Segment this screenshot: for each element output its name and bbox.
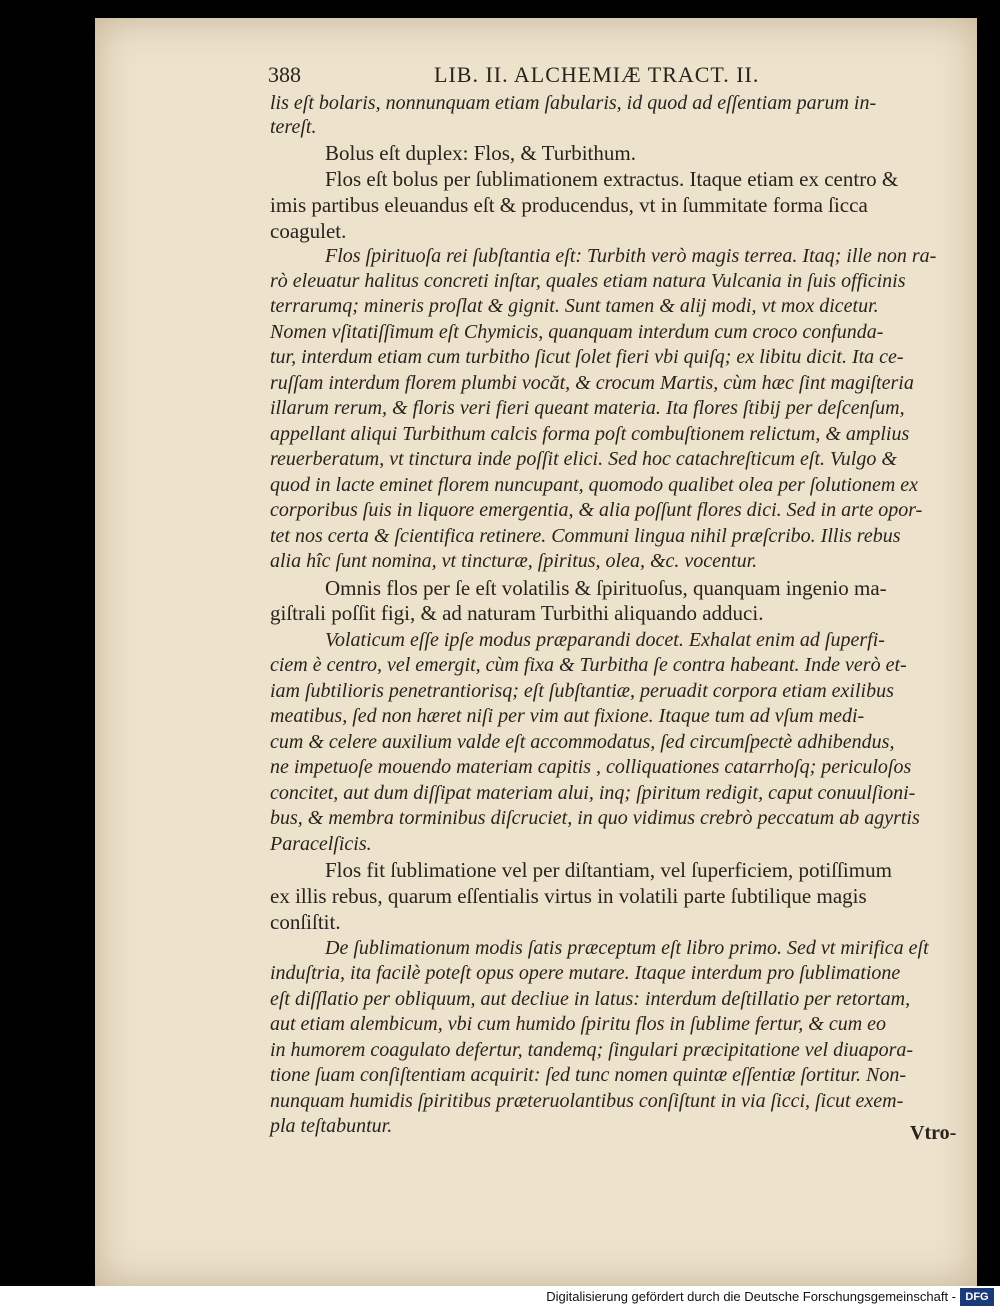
text-line: corporibus ſuis in liquore emergentia, & alia poſſunt flores dici. Sed in arte opor- <box>270 499 923 521</box>
text-line: Paracelſicis. <box>270 833 372 855</box>
text-line: induſtria, ita facilè poteſt opus opere mutare. Itaque interdum pro ſublimatione <box>270 962 901 984</box>
running-title: LIB. II. ALCHEMIÆ TRACT. II. <box>434 62 760 87</box>
text-line: lis eſt bolaris, nonnunquam etiam ſabularis, id quod ad eſſentiam parum in- <box>270 92 877 114</box>
funding-credit: Digitalisierung gefördert durch die Deutsche Forschungsgemeinschaft - <box>546 1289 956 1304</box>
text-line: iam ſubtilioris penetrantiorisq; eſt ſubſtantiæ, peruadit corpora etiam exilibus <box>270 680 894 702</box>
text-line: meatibus, ſed non hæret niſi per vim aut fixione. Itaque tum ad vſum medi- <box>270 705 865 727</box>
footer-bar <box>0 1286 1000 1310</box>
catchword: Vtro- <box>910 1122 957 1144</box>
text-line: nunquam humidis ſpiritibus præteruolantibus conſiſtunt in via ſicci, ſicut exem- <box>270 1090 904 1112</box>
page-number: 388 <box>268 62 301 87</box>
text-line: Flos ſpirituoſa rei ſubſtantia eſt: Turbith verò magis terrea. Itaq; ille non ra- <box>325 245 937 267</box>
text-line: in humorem coagulato defertur, tandemq; ſingulari præcipitatione vel diuapora- <box>270 1039 914 1061</box>
text-line: illarum rerum, & floris veri fieri queant materia. Ita flores ſtibij per deſcenſum, <box>270 397 905 419</box>
text-line: bus, & membra torminibus diſcruciet, in quo vidimus crebrò peccatum ab agyrtis <box>270 807 920 829</box>
text-line: Volaticum eſſe ipſe modus præparandi docet. Exhalat enim ad ſuperfi- <box>325 629 885 651</box>
text-line: rò eleuatur halitus concreti inſtar, quales etiam natura Vulcania in ſuis officinis <box>270 270 906 292</box>
text-line: Nomen vſitatiſſimum eſt Chymicis, quanquam interdum cum croco confunda- <box>270 321 884 343</box>
text-line: ruſſam interdum florem plumbi vocăt, & crocum Martis, cùm hæc ſint magiſteria <box>270 372 914 394</box>
text-line: ex illis rebus, quarum eſſentialis virtus in volatili parte ſubtilique magis <box>270 884 867 908</box>
text-line: concitet, aut dum diſſipat materiam alui, inq; ſpiritum redigit, caput conuulſioni- <box>270 782 916 804</box>
text-line: imis partibus eleuandus eſt & producendus, vt in ſummitate forma ſicca <box>270 193 868 217</box>
text-line: ne impetuoſe mouendo materiam capitis , colliquationes catarrhoſq; periculoſos <box>270 756 912 778</box>
text-line: Omnis flos per ſe eſt volatilis & ſpirituoſus, quanquam ingenio ma- <box>325 576 887 600</box>
text-line: tet nos certa & ſcientifica retinere. Communi lingua nihil præſcribo. Illis rebus <box>270 525 901 547</box>
text-line: terrarumq; mineris proſlat & gignit. Sunt tamen & alij modi, vt mox dicetur. <box>270 295 879 317</box>
text-line: conſiſtit. <box>270 910 341 934</box>
text-line: alia hîc ſunt nomina, vt tincturæ, ſpiritus, olea, &c. vocentur. <box>270 550 758 572</box>
text-line: aut etiam alembicum, vbi cum humido ſpiritu flos in ſublime fertur, & cum eo <box>270 1013 887 1035</box>
text-line: Flos eſt bolus per ſublimationem extractus. Itaque etiam ex centro & <box>325 167 899 191</box>
text-line: coagulet. <box>270 219 347 243</box>
text-line: Flos fit ſublimatione vel per diſtantiam, vel ſuperficiem, potiſſimum <box>325 858 892 882</box>
text-line: giſtrali poſſit figi, & ad naturam Turbithi aliquando adduci. <box>270 601 764 625</box>
text-line: De ſublimationum modis ſatis præceptum eſt libro primo. Sed vt mirifica eſt <box>325 937 929 959</box>
text-line: quod in lacte eminet florem nuncupant, quomodo qualibet olea per ſolutionem ex <box>270 474 919 496</box>
text-line: eſt diſſlatio per obliquum, aut decliue in latus: interdum deſtillatio per retortam, <box>270 988 911 1010</box>
text-line: tereſt. <box>270 116 317 138</box>
dfg-logo: DFG <box>960 1288 994 1306</box>
text-line: Bolus eſt duplex: Flos, & Turbithum. <box>325 141 636 165</box>
text-line: appellant aliqui Turbithum calcis forma poſt combuſtionem relictum, & amplius <box>270 423 910 445</box>
text-line: ciem è centro, vel emergit, cùm fixa & Turbitha ſe contra habeant. Inde verò et- <box>270 654 907 676</box>
text-line: tione ſuam conſiſtentiam acquirit: ſed tunc nomen quintæ eſſentiæ ſortitur. Non- <box>270 1064 907 1086</box>
text-line: pla teſtabuntur. <box>270 1115 393 1137</box>
text-line: tur, interdum etiam cum turbitho ſicut ſolet fieri vbi quiſq; ex libitu dicit. Ita ce- <box>270 346 904 368</box>
text-line: reuerberatum, vt tinctura inde poſſit elici. Sed hoc catachreſticum eſt. Vulgo & <box>270 448 897 470</box>
text-line: cum & celere auxilium valde eſt accommodatus, ſed circumſpectè adhibendus, <box>270 731 895 753</box>
